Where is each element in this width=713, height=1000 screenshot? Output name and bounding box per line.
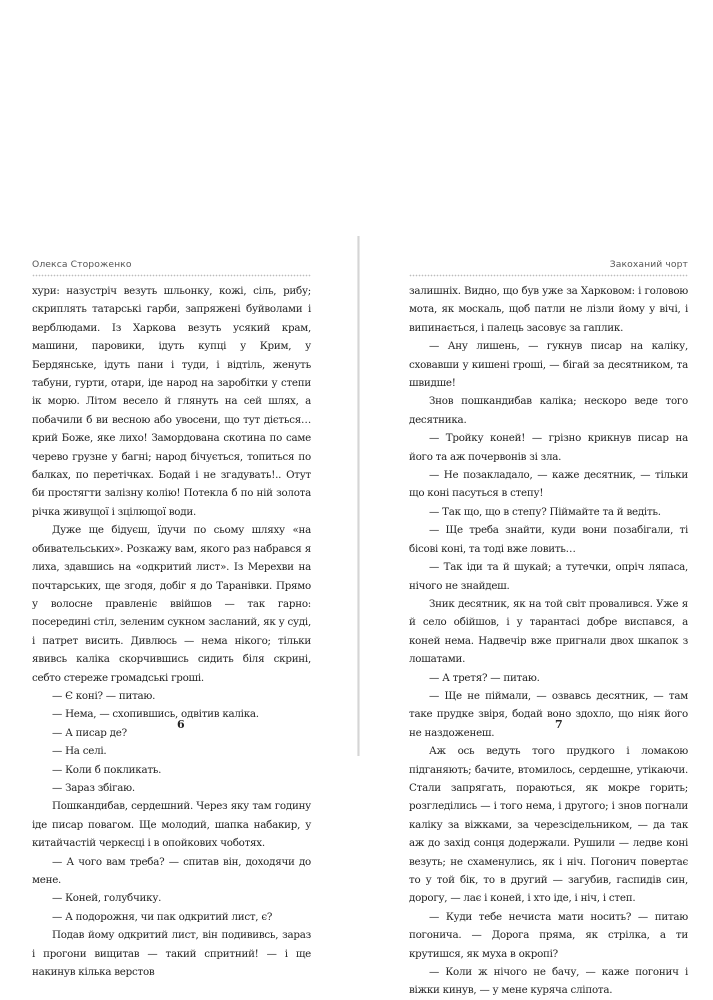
book-spine: [357, 236, 360, 756]
running-head-author: Олекса Стороженко: [32, 259, 132, 270]
dialog-line: — Коней, голубчику.: [52, 892, 162, 905]
running-head-title: Закоханий чорт: [609, 259, 688, 270]
page-number-right: 7: [555, 718, 563, 731]
dialog-line: — Є коні? — питаю.: [52, 689, 156, 702]
dialog-line: — Тройку коней! — грізно крикнув писар на його та аж почервонів зі зла.: [409, 432, 688, 463]
paragraph: Подав йому одкритий лист, він подививсь, зараз і прогони вищитав — такий спритний! — і ще накинув кілька верстов: [32, 929, 311, 979]
dialog-line: — А писар де?: [52, 726, 127, 739]
paragraph: Знов пошкандибав каліка; нескоро веде того десятника.: [409, 395, 688, 426]
left-page: [32, 258, 311, 981]
dialog-line: — Коли ж нічого не бачу, — каже погонич і віжки кинув, — у мене куряча сліпота.: [409, 966, 688, 997]
left-page-body: [32, 282, 311, 981]
paragraph: Пошкандибав, сердешний. Через яку там годину іде писар повагом. Ще молодий, шапка набакир, у китайчастій черкесці і в опойкових чоботях.: [32, 800, 311, 850]
dialog-line: — Не позакладало, — каже десятник, — тільки що коні пасуться в степу!: [409, 469, 688, 500]
header-dotted-rule: [32, 274, 311, 277]
dialog-line: — А подорожня, чи пак одкритий лист, є?: [52, 910, 273, 923]
header-dotted-rule: [409, 274, 688, 277]
page-number-left: 6: [177, 718, 185, 731]
dialog-line: — Ще не піймали, — озвавсь десятник, — там таке прудке звіря, бодай воно здохло, що ніяк його не наздоженеш.: [409, 689, 688, 739]
dialog-line: — Куди тебе нечиста мати носить? — питаю погонича. — Дорога пряма, як стрілка, а ти крутишся, як муха в окропі?: [409, 910, 688, 960]
dialog-line: — Коли б покликать.: [52, 763, 162, 776]
dialog-line: — Ще треба знайти, куди вони позабігали, ті бісові коні, та тоді вже ловить…: [409, 524, 688, 555]
paragraph: залишніх. Видно, що був уже за Харковом: і головою мота, як москаль, щоб патли не лізли йому у вічі, і випинається, і палець засовує за гаплик.: [409, 285, 688, 334]
dialog-line: — Ану лишень, — гукнув писар на каліку, сховавши у кишені гроші, — бігай за десятником, та швидше!: [409, 340, 688, 390]
dialog-line: — Так іди та й шукай; а тутечки, опріч ляпаса, нічого не знайдеш.: [409, 561, 688, 592]
dialog-line: — А чого вам треба? — спитав він, доходячи до мене.: [32, 855, 311, 886]
dialog-line: — А третя? — питаю.: [429, 671, 540, 684]
paragraph: Аж ось ведуть того прудкого і ломакою підганяють; бачите, втомилось, сердешне, утікаючи. Стали запрягать, пораються, як мокре горить; розгледілись — і того нема, і другого; і знов погнали каліку за віжками, за черезсідельником, — да так аж до захід сонця додержали. Рушили — ледве коні везуть; не схаменулись, як і ніч. Погонич повертає то у той бік, то в другий — загубив, гаспидів син, дорогу, — лає і коней, і хто іде, і ніч, і степ.: [409, 745, 688, 905]
dialog-line: — Нема, — схопившись, одвітив каліка.: [52, 708, 259, 721]
right-page-body: [409, 282, 688, 1000]
dialog-line: — На селі.: [52, 745, 107, 758]
dialog-line: — Зараз збігаю.: [52, 781, 135, 794]
paragraph: Дуже ще бідуєш, їдучи по сьому шляху «на обивательських». Розкажу вам, якого раз набрався я лиха, здавшись на «одкритий лист». Із Мерехви на почтарських, ще згодя, добіг я до Таранівки. Прямо у волосне правленіє ввійшов — так гарно: посередині стіл, зеленим сукном засланий, як у суді, і патрет висить. Дивлюсь — нема нікого; тільки явивсь каліка скорчившись сидить біля скрині, себто стереже громадські гроші.: [32, 524, 311, 684]
dialog-line: — Так що, що в степу? Піймайте та й ведіть.: [429, 505, 661, 518]
paragraph: Зник десятник, як на той світ провалився. Уже я й село обійшов, і у тарантасі добре виспався, а коней нема. Надвечір вже пригнали двох шкапок з лошатами.: [409, 597, 688, 666]
right-page: [409, 258, 688, 1000]
paragraph: хури: назустріч везуть шльонку, кожі, сіль, рибу; скриплять татарські гарби, запряжені буйволами і верблюдами. Із Харкова везуть усякий крам, машини, паровики, ідуть купці у Крим, у Бердянське, ідуть пани і туди, і відтіль, женуть табуни, гурти, отари, іде народ на заробітки у степи ік морю. Літом весело й глянуть на сей шлях, а побачили б ви весною або увосени, що тут діється… крий Боже, яке лихо! Замордована скотина по саме черево грузне у багні; народ бічується, топиться по балках, по перетічках. Бодай і не згадувать!.. Отут би простягти залізну колію! Потекла б по ній золота річка живущої і зцілющої води.: [32, 285, 311, 518]
